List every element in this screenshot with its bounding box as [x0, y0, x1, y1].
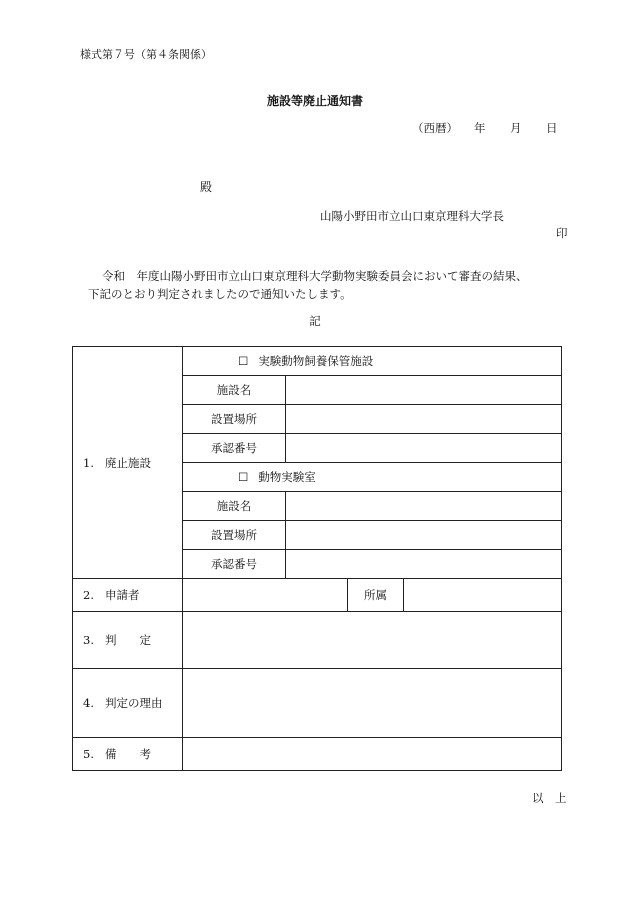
facility-a-checkbox-cell[interactable] — [183, 347, 562, 376]
facility-b-approval-field[interactable] — [286, 550, 562, 579]
row4-label: 判定の理由 — [105, 696, 163, 710]
checkbox-icon[interactable]: ☐ — [238, 470, 249, 484]
body-text-line-2: 下記のとおり判定されましたので通知いたします。 — [88, 287, 352, 301]
sender-name: 山陽小野田市立山口東京理科大学長 — [320, 209, 504, 223]
judgment-reason-label — [73, 669, 183, 738]
row3-label: 判 定 — [105, 633, 151, 647]
date-month: 月 — [510, 121, 522, 135]
date-year: 年 — [474, 121, 486, 135]
abolished-facility-label — [73, 347, 183, 579]
seal-mark: 印 — [556, 226, 568, 240]
row1-label: 廃止施設 — [105, 455, 151, 470]
row5-label: 備 考 — [105, 747, 151, 761]
row-applicant — [73, 579, 562, 612]
facility-a-label: 実験動物飼養保管施設 — [258, 354, 374, 368]
facility-a-name-label: 施設名 — [183, 376, 286, 405]
addressee-suffix: 殿 — [200, 180, 213, 194]
row2-label: 申請者 — [105, 588, 140, 602]
date-era: （西暦） — [412, 121, 458, 135]
facility-b-name-label: 施設名 — [183, 492, 286, 521]
facility-a-location-label: 設置場所 — [183, 405, 286, 434]
facility-a-location-field[interactable] — [286, 405, 562, 434]
judgment-label — [73, 612, 183, 669]
affiliation-label: 所属 — [348, 579, 404, 612]
facility-a-name-field[interactable] — [286, 376, 562, 405]
ki-heading: 記 — [309, 314, 321, 328]
remarks-label — [73, 738, 183, 771]
body-text-line-1: 令和 年度山陽小野田市立山口東京理科大学動物実験委員会において審査の結果、 — [102, 269, 528, 283]
facility-b-name-field[interactable] — [286, 492, 562, 521]
row-judgment — [73, 612, 562, 669]
remarks-field[interactable] — [183, 738, 562, 771]
row1-number: 1. — [83, 455, 94, 470]
judgment-reason-field[interactable] — [183, 669, 562, 738]
facility-b-approval-label: 承認番号 — [183, 550, 286, 579]
facility-b-location-label: 設置場所 — [183, 521, 286, 550]
facility-b-checkbox-cell[interactable] — [183, 463, 562, 492]
row4-number: 4. — [83, 696, 94, 710]
checkbox-icon[interactable]: ☐ — [238, 354, 249, 368]
applicant-field[interactable] — [183, 579, 348, 612]
row-judgment-reason — [73, 669, 562, 738]
closing-text: 以 上 — [532, 791, 567, 805]
row-facility-a-header — [73, 347, 562, 376]
affiliation-field[interactable] — [404, 579, 562, 612]
form-number: 様式第７号（第４条関係） — [80, 48, 212, 61]
facility-b-location-field[interactable] — [286, 521, 562, 550]
applicant-label — [73, 579, 183, 612]
document-title: 施設等廃止通知書 — [266, 94, 363, 108]
row5-number: 5. — [83, 747, 94, 761]
date-day: 日 — [546, 121, 558, 135]
row2-number: 2. — [83, 588, 94, 602]
notification-form-table — [72, 346, 562, 771]
row-remarks — [73, 738, 562, 771]
facility-b-label: 動物実験室 — [258, 470, 316, 484]
facility-a-approval-label: 承認番号 — [183, 434, 286, 463]
facility-a-approval-field[interactable] — [286, 434, 562, 463]
judgment-field[interactable] — [183, 612, 562, 669]
row3-number: 3. — [83, 633, 94, 647]
